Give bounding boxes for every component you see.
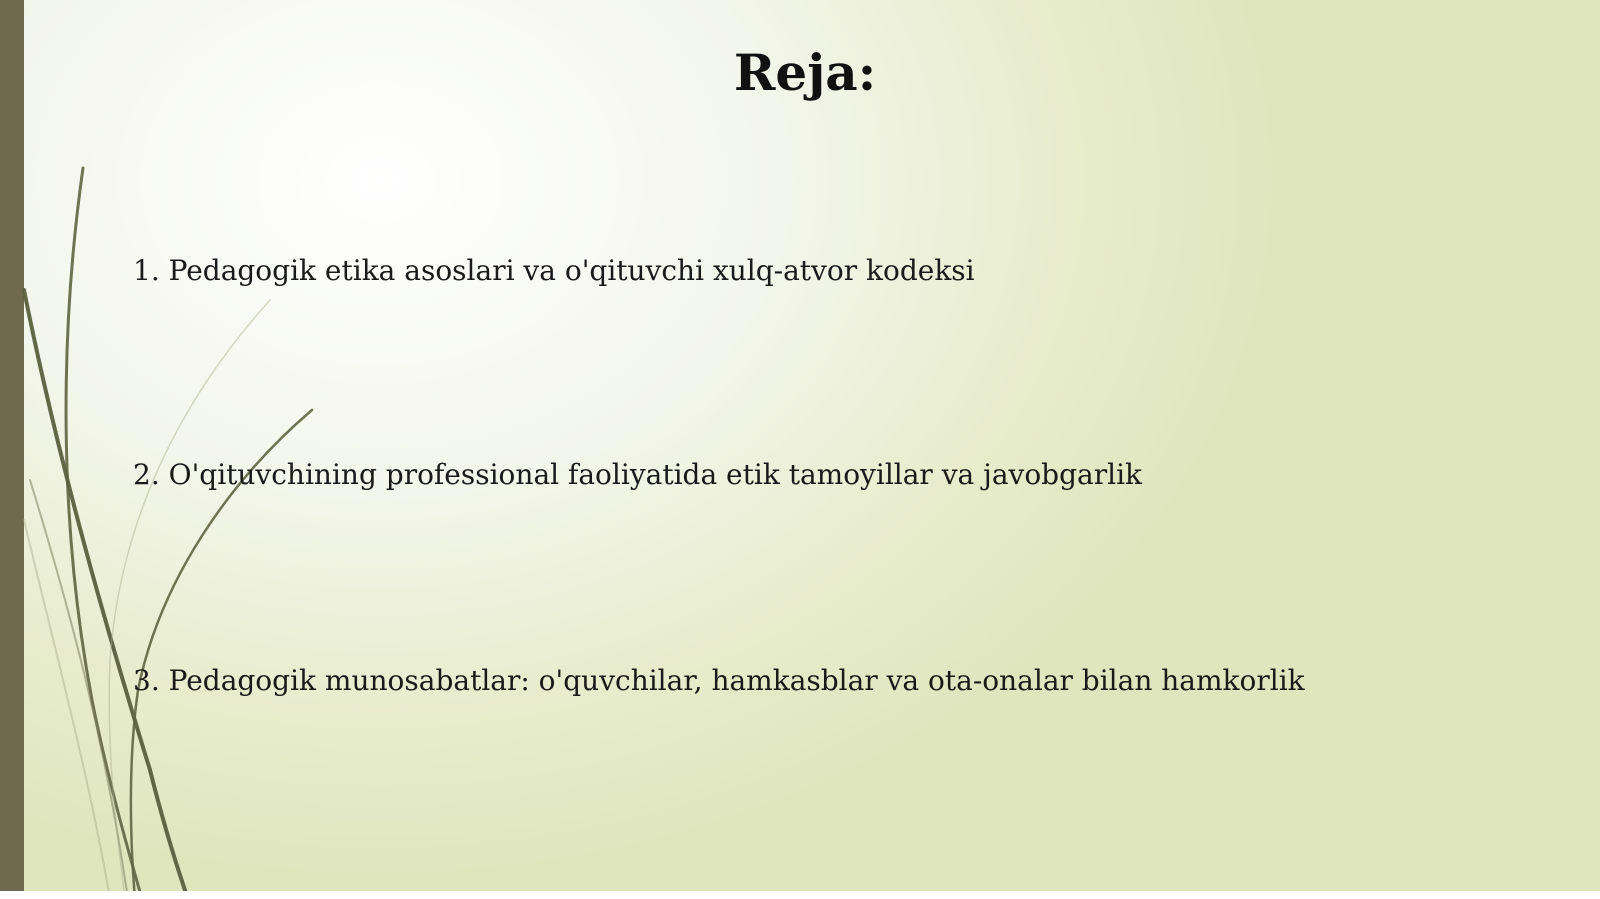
grass-blade bbox=[24, 290, 188, 899]
grass-blade bbox=[24, 520, 110, 899]
plan-item-3: 3. Pedagogik munosabatlar: o'quvchilar, hamkasblar va ota-onalar bilan hamkorlik bbox=[133, 664, 1305, 697]
grass-decoration bbox=[0, 0, 340, 899]
plan-item-2: 2. O'qituvchining professional faoliyatida etik tamoyillar va javobgarlik bbox=[133, 458, 1142, 491]
grass-blade bbox=[109, 300, 270, 899]
plan-item-1: 1. Pedagogik etika asoslari va o'qituvchi xulq-atvor kodeksi bbox=[133, 254, 975, 287]
slide-bottom-edge bbox=[0, 891, 1600, 899]
slide-title: Reja: bbox=[733, 43, 877, 102]
grass-blade bbox=[30, 480, 128, 899]
